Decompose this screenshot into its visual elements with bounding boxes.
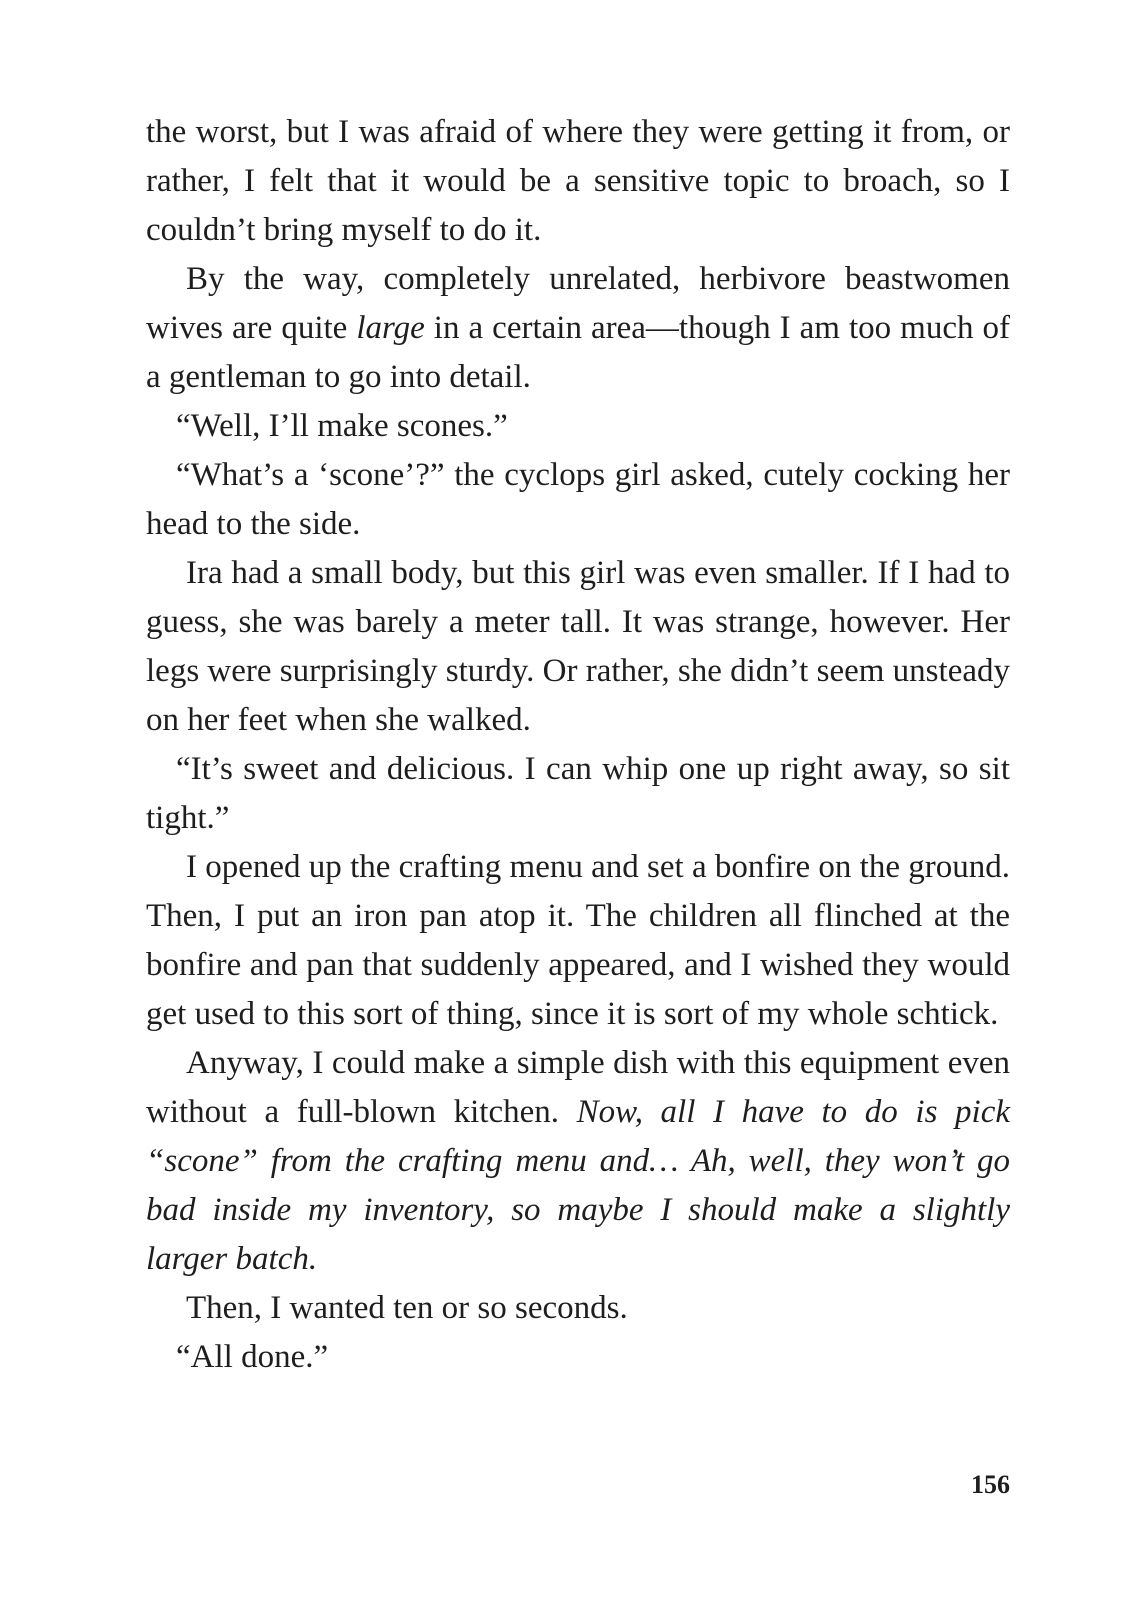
paragraph-4: “What’s a ‘scone’?” the cyclops girl asked, cutely cocking her head to the side. (146, 457, 1010, 542)
paragraph-2 (146, 255, 1010, 402)
page-number: 156 (971, 1470, 1010, 1499)
paragraph-6: “It’s sweet and delicious. I can whip one up right away, so sit tight.” (146, 751, 1010, 836)
paragraph-8-italic-thought: Now, all I have to do is pick “scone” from the crafting menu and… Ah, well, they won’t go bad inside my inventory, so maybe I should make a slightly larger batch. (146, 1094, 1010, 1277)
paragraph-2-text-after: in a certain area—though I am too much of a gentleman to go into detail. (146, 310, 1010, 395)
page-body (146, 108, 1010, 1382)
paragraph-8-text-before: Anyway, I could make a simple dish with this equipment even without a full-blown kitchen. (146, 1045, 1010, 1130)
paragraph-5: Ira had a small body, but this girl was even smaller. If I had to guess, she was barely a meter tall. It was strange, however. Her legs were surprisingly sturdy. Or rather, she didn’t seem unsteady on her feet when she walked. (146, 555, 1010, 738)
paragraph-7: I opened up the crafting menu and set a bonfire on the ground. Then, I put an iron pan atop it. The children all flinched at the bonfire and pan that suddenly appeared, and I wished they would get used to this sort of thing, since it is sort of my whole schtick. (146, 849, 1010, 1032)
paragraph-1: the worst, but I was afraid of where they were getting it from, or rather, I felt that it would be a sensitive topic to broach, so I couldn’t bring myself to do it. (146, 114, 1010, 248)
paragraph-8 (146, 1039, 1010, 1284)
paragraph-9: Then, I wanted ten or so seconds. (186, 1290, 628, 1326)
paragraph-3: “Well, I’ll make scones.” (176, 408, 508, 444)
paragraph-2-text-before: By the way, completely unrelated, herbivore beastwomen wives are quite (146, 261, 1010, 346)
paragraph-10: “All done.” (176, 1339, 329, 1375)
paragraph-2-italic-text: large (356, 310, 425, 346)
